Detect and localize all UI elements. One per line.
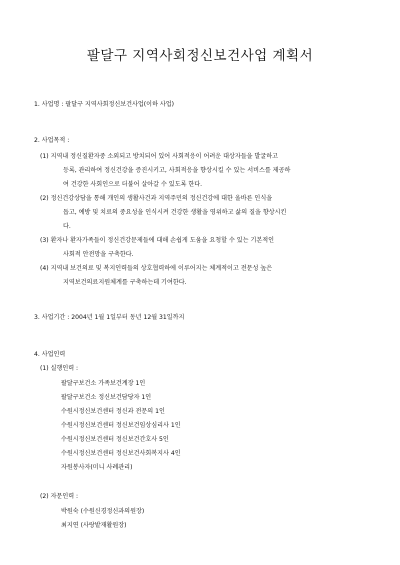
staff-execution-item: 팔달구보건소 정신보건담당자 1인 — [61, 394, 152, 401]
staff-advisory-item: 박원숙 (수원신경정신과의원장) — [61, 508, 145, 515]
purpose-item-4-line-1: (4) 지역내 보건의료 및 복지인력들의 상호협력하에 이루어지는 체계적이고 전문성 높은 — [40, 265, 273, 272]
document-title: 팔달구 지역사회정신보건사업 계획서 — [86, 48, 314, 64]
purpose-item-2-line-3: 다. — [63, 223, 71, 230]
staff-execution-item: 수원시정신보건센터 정신보건임상심리사 1인 — [61, 422, 181, 429]
staff-execution-item: 수원시정신보건센터 정신보건간호사 5인 — [61, 436, 169, 443]
staff-execution-item: 수원시정신보건센터 정신보건사회복지사 4인 — [61, 450, 181, 457]
section-project-name: 1. 사업명 : 팔달구 지역사회정신보건사업(이하 사업) — [34, 101, 175, 108]
staff-execution-heading: (1) 실행인력 : — [40, 365, 79, 372]
purpose-item-2-line-2: 돕고, 예방 및 치료의 중요성을 인식시켜 건강한 생활을 영위하고 삶의 질을 향상시킨 — [63, 209, 287, 216]
staff-execution-item: 수원시정신보건센터 정신과 전문의 1인 — [61, 408, 165, 415]
purpose-item-3-line-2: 사회적 안전망을 구축한다. — [63, 251, 134, 258]
section-purpose-heading: 2. 사업목적 : — [34, 137, 70, 144]
purpose-item-1-line-1: (1) 지역내 정신질환자중 소외되고 방치되어 있어 사회적응이 어려운 대상자들을 발굴하고 — [40, 153, 278, 160]
staff-advisory-heading: (2) 자문인력 : — [40, 493, 79, 500]
purpose-item-2-line-1: (2) 정신건강상담을 통해 개인의 생활사건과 지역주민의 정신건강에 대한 올바른 인식을 — [40, 195, 273, 202]
section-staff-heading: 4. 사업인력 — [34, 351, 66, 358]
purpose-item-1-line-2: 등록, 관리하여 정신건강을 증진시키고, 사회적응을 향상시킬 수 있는 서비스를 제공하 — [63, 167, 291, 174]
purpose-item-1-line-3: 여 건강한 사회인으로 더불어 살아갈 수 있도록 한다. — [63, 181, 203, 188]
purpose-item-3-line-1: (3) 환자나 환자가족들이 정신건강문제들에 대해 손쉽게 도움을 요청할 수 있는 기본적인 — [40, 237, 275, 244]
staff-advisory-item: 최지연 (사랑밭재활원장) — [61, 522, 127, 529]
section-period: 3. 사업기간 : 2004년 1월 1일부터 동년 12월 31일까지 — [34, 314, 185, 321]
staff-execution-item: 자원봉사자(미니 사례관리) — [61, 464, 133, 471]
staff-execution-item: 팔달구보건소 가족보건계장 1인 — [61, 380, 146, 387]
purpose-item-4-line-2: 지역보건의료지원체계를 구축하는데 기여한다. — [63, 279, 187, 286]
